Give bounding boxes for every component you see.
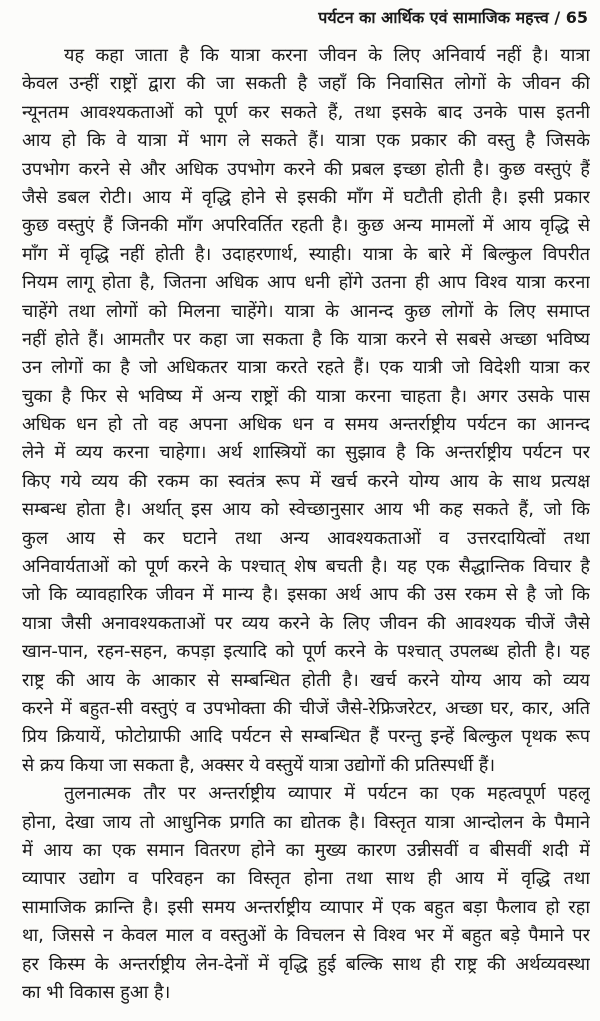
text-line: उपभोग करने से और अधिक उपभोग करने की प्रबल इच्छा होती है। कुछ वस्तुएं हैं: [22, 158, 590, 180]
text-line: हर किस्म के अन्तर्राष्ट्रीय लेन-देनों में वृद्धि हुई बल्कि साथ ही राष्ट्र की अर्थव्यवस्था: [22, 953, 590, 975]
page-number: 65: [565, 8, 588, 27]
text-line: अधिक धन हो तो वह अपना अधिक धन व समय अन्तर्राष्ट्रीय पर्यटन का आनन्द: [22, 414, 590, 436]
text-line: नहीं होते हैं। आमतौर पर कहा जा सकता है कि यात्रा करने से सबसे अच्छा भविष्य: [22, 328, 590, 350]
text-line: था, जिससे न केवल माल व वस्तुओं के विचलन से विश्व भर में बहुत बड़े पैमाने पर: [22, 925, 590, 947]
text-line: राष्ट्र की आय के आकार से सम्बन्धित होती है। खर्च करने योग्य आय को व्यय: [22, 669, 590, 691]
text-line: चुका है फिर से भविष्य में अन्य राष्ट्रों की यात्रा करना चाहता है। अगर उसके पास: [22, 385, 590, 407]
text-line: जो कि व्यावहारिक जीवन में मान्य है। इसका अर्थ आप की उस रकम से है जो कि: [22, 584, 590, 606]
paragraph: [22, 42, 590, 780]
text-line: न्यूनतम आवश्यकताओं को पूर्ण कर सकते हैं, तथा इसके बाद उनके पास इतनी: [22, 101, 590, 123]
text-line: व्यापार उद्योग व परिवहन का विस्तृत होना तथा साथ ही आय में वृद्धि तथा: [22, 868, 590, 890]
page-body: [22, 42, 590, 1007]
text-line: होना, देखा जाय तो आधुनिक प्रगति का द्योतक है। विस्तृत यात्रा आन्दोलन के पैमाने: [22, 811, 590, 833]
running-header: [318, 6, 588, 28]
chapter-title: पर्यटन का आर्थिक एवं सामाजिक महत्त्व: [318, 8, 549, 27]
text-line: सम्बन्ध होता है। अर्थात् इस आय को स्वेच्छानुसार आय भी कह सकते हैं, जो कि: [22, 499, 590, 521]
text-line: कुल आय से कर घटाने तथा अन्य आवश्यकताओं व उत्तरदायित्वों तथा: [22, 527, 590, 549]
text-line: यात्रा जैसी अनावश्यकताओं पर व्यय करने के लिए जीवन की आवश्यक चीजें जैसे: [22, 612, 590, 634]
text-line: का भी विकास हुआ है।: [22, 981, 171, 1003]
paragraph: [22, 780, 590, 1007]
text-line: लेने में व्यय करना चाहेगा। अर्थ शास्त्रियों का सुझाव है कि अन्तर्राष्ट्रीय पर्यटन पर: [22, 442, 590, 464]
text-line: अनिवार्यताओं को पूर्ण करने के पश्चात् शेष बचती है। यह एक सैद्धान्तिक विचार है: [22, 556, 590, 578]
text-line: जैसे डबल रोटी। आय में वृद्धि होने से इसकी माँग में घटौती होती है। इसी प्रकार: [22, 186, 590, 208]
header-separator: /: [554, 8, 561, 27]
text-line: केवल उन्हीं राष्ट्रों द्वारा की जा सकती है जहाँ कि निवासित लोगों के जीवन की: [22, 73, 590, 95]
text-line: यह कहा जाता है कि यात्रा करना जीवन के लिए अनिवार्य नहीं है। यात्रा: [64, 45, 590, 66]
text-line: प्रिय क्रियायें, फोटोग्राफी आदि पर्यटन से सम्बन्धित हैं परन्तु इन्हें बिल्कुल पृथक रूप: [22, 726, 590, 748]
text-line: नियम लागू होता है, जितना अधिक आप धनी होंगे उतना ही आप विश्व यात्रा करना: [22, 272, 590, 294]
text-line: करने में बहुत-सी वस्तुएं व उपभोक्ता की चीजें जैसे-रेफ्रिजरेटर, अच्छा घर, कार, अति: [22, 697, 590, 719]
text-line: सामाजिक क्रान्ति है। इसी समय अन्तर्राष्ट्रीय व्यापार में एक बहुत बड़ा फैलाव हो रहा: [22, 896, 590, 918]
text-line: खान-पान, रहन-सहन, कपड़ा इत्यादि को पूर्ण करने के पश्चात् उपलब्ध होती है। यह: [22, 641, 590, 663]
text-line: में आय का एक समान वितरण होने का मुख्य कारण उन्नीसवीं व बीसवीं शदी में: [22, 839, 590, 861]
text-line: किए गये व्यय की रकम का स्वतंत्र रूप में खर्च करने योग्य आय के साथ प्रत्यक्ष: [22, 470, 590, 492]
text-line: माँग में वृद्धि नहीं होती है। उदाहरणार्थ, स्याही। यात्रा के बारे में बिल्कुल विपरीत: [22, 243, 590, 265]
text-line: आय हो कि वे यात्रा में भाग ले सकते हैं। यात्रा एक प्रकार की वस्तु है जिसके: [22, 130, 590, 152]
text-line: चाहेंगे तथा लोगों को मिलना चाहेंगे। यात्रा के आनन्द कुछ लोगों के लिए समाप्त: [22, 300, 590, 322]
text-line: उन लोगों का है जो अधिकतर यात्रा करते रहते हैं। एक यात्री जो विदेशी यात्रा कर: [22, 357, 590, 379]
text-line: तुलनात्मक तौर पर अन्तर्राष्ट्रीय व्यापार में पर्यटन का एक महत्वपूर्ण पहलू: [64, 783, 590, 805]
text-line: से क्रय किया जा सकता है, अक्सर ये वस्तुयें यात्रा उद्योगों की प्रतिस्पर्धी हैं।: [22, 754, 496, 776]
text-line: कुछ वस्तुएं हैं जिनकी माँग अपरिवर्तित रहती है। कुछ अन्य मामलों में आय वृद्धि से: [22, 215, 590, 237]
